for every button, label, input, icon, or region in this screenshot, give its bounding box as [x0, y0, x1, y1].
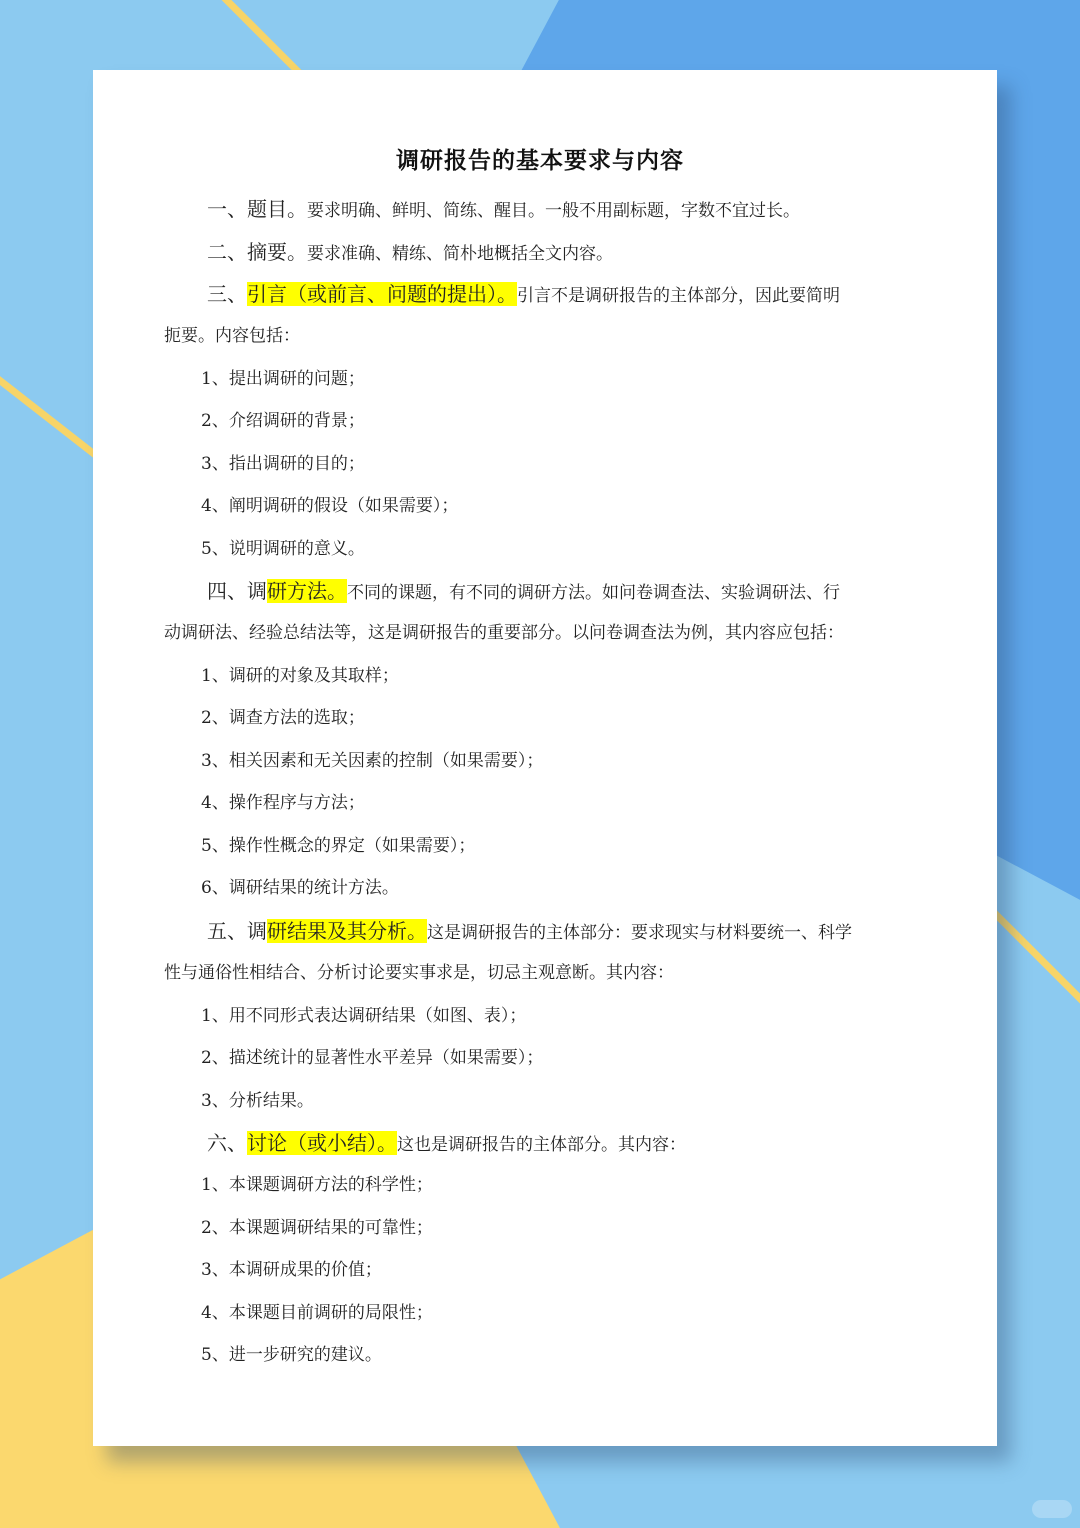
list-item: 3、相关因素和无关因素的控制（如果需要）；: [201, 751, 544, 771]
section-5: [207, 917, 852, 947]
list-item: 3、指出调研的目的；: [201, 454, 365, 474]
list-item: 2、调查方法的选取；: [201, 708, 365, 728]
section-2: [207, 238, 613, 268]
section-6-text: 这也是调研报告的主体部分。其内容：: [397, 1135, 686, 1155]
section-4-heading-prefix: 四、调: [207, 579, 267, 603]
section-4-heading-highlight: 研方法。: [267, 579, 347, 603]
section-6-heading-highlight: 讨论（或小结）。: [247, 1131, 397, 1155]
list-item: 1、本课题调研方法的科学性；: [201, 1175, 433, 1195]
section-2-text: 要求准确、精练、简朴地概括全文内容。: [307, 244, 613, 264]
list-item: 3、本调研成果的价值；: [201, 1260, 382, 1280]
list-item: 1、提出调研的问题；: [201, 369, 365, 389]
section-4-text-cont: 动调研法、经验总结法等，这是调研报告的重要部分。以问卷调查法为例，其内容应包括：: [164, 623, 844, 643]
section-1-text: 要求明确、鲜明、简练、醒目。一般不用副标题，字数不宜过长。: [307, 201, 800, 221]
section-5-text: 这是调研报告的主体部分：要求现实与材料要统一、科学: [427, 923, 852, 943]
section-4-text: 不同的课题，有不同的调研方法。如问卷调查法、实验调研法、行: [347, 583, 840, 603]
section-3-heading-prefix: 三、: [207, 282, 247, 306]
document-title: 调研报告的基本要求与内容: [396, 148, 684, 174]
list-item: 3、分析结果。: [201, 1091, 314, 1111]
list-item: 4、本课题目前调研的局限性；: [201, 1303, 433, 1323]
section-5-text-cont: 性与通俗性相结合、分析讨论要实事求是，切忌主观意断。其内容：: [164, 963, 674, 983]
section-3-text: 引言不是调研报告的主体部分，因此要简明: [517, 286, 840, 306]
section-3: [207, 280, 840, 310]
section-5-heading-prefix: 五、调: [207, 919, 267, 943]
list-item: 1、调研的对象及其取样；: [201, 666, 399, 686]
section-3-text-cont: 扼要。内容包括：: [164, 326, 300, 346]
decorative-stripe: [215, 0, 305, 78]
section-6-heading-prefix: 六、: [207, 1131, 247, 1155]
section-1: [207, 195, 800, 225]
list-item: 5、操作性概念的界定（如果需要）；: [201, 836, 476, 856]
section-2-heading: 二、摘要。: [207, 240, 307, 264]
list-item: 4、阐明调研的假设（如果需要）；: [201, 496, 459, 516]
list-item: 4、操作程序与方法；: [201, 793, 365, 813]
list-item: 2、描述统计的显著性水平差异（如果需要）；: [201, 1048, 544, 1068]
section-4: [207, 577, 840, 607]
section-5-heading-highlight: 研结果及其分析。: [267, 919, 427, 943]
watermark: [1032, 1500, 1072, 1518]
list-item: 5、说明调研的意义。: [201, 539, 365, 559]
list-item: 2、介绍调研的背景；: [201, 411, 365, 431]
section-1-heading: 一、题目。: [207, 197, 307, 221]
list-item: 5、进一步研究的建议。: [201, 1345, 382, 1365]
section-3-heading-highlight: 引言（或前言、问题的提出）。: [247, 282, 517, 306]
list-item: 2、本课题调研结果的可靠性；: [201, 1218, 433, 1238]
list-item: 1、用不同形式表达调研结果（如图、表）；: [201, 1006, 527, 1026]
list-item: 6、调研结果的统计方法。: [201, 878, 399, 898]
section-6: [207, 1129, 686, 1159]
